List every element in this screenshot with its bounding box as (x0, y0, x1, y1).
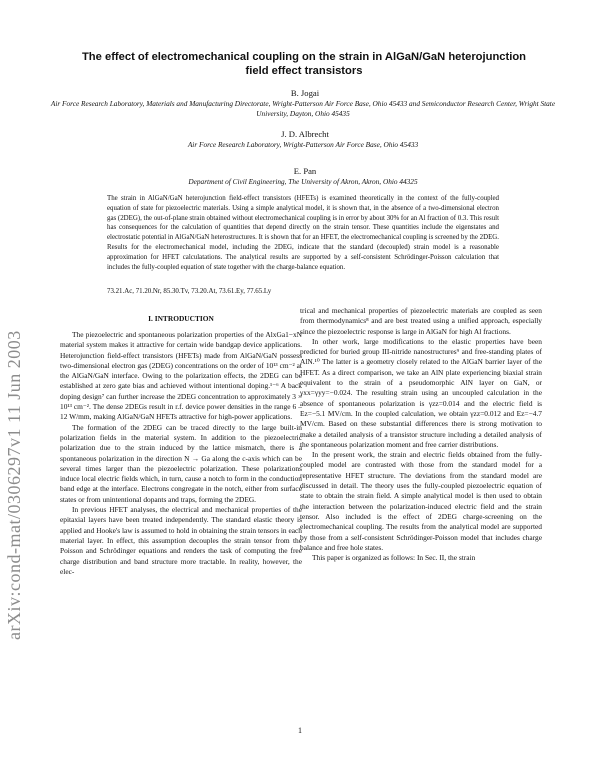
paragraph: This paper is organized as follows: In Sec. II, the strain (312, 553, 476, 563)
page-number: 1 (298, 726, 302, 735)
section-heading: I. INTRODUCTION (148, 314, 214, 323)
arxiv-identifier: arXiv:cond-mat/0306297v1 11 Jun 2003 (4, 330, 24, 640)
paragraph: In previous HFET analyses, the electrical and mechanical properties of the epitaxial layers have been treated independently. The standard elastic theory is applied and Hooke's law is assumed to hold in obtaining the strain tensors in each material layer. In effect, this assumption decouples the strain tensor from the Poisson and Schrödinger equations and renders the task of computing the free charge distribution and band structure more tractable. In reality, however, the elec- (60, 505, 302, 576)
author-name: E. Pan (293, 166, 317, 176)
paragraph: In other work, large modifications to the elastic properties have been predicted for buried group III-nitride nanostructures⁹ and free-standing plates of AlN.¹⁰ The latter is a geometry closely related to the AlGaN barrier layer of the HFET. As a direct comparison, we take an AlN plate experiencing biaxial strain equivalent to the strain of a pseudomorphic AlN layer on GaN, or γxx=γyy=−0.024. The resulting strain using an uncoupled calculation in the absence of spontaneous polarization is γzz=0.014 and the electric field is Ez=−5.1 MV/cm. In the coupled calculation, we obtain γzz=0.012 and Ez=−4.7 MV/cm. Based on these substantial differences there is strong motivation to make a detailed analysis of a transistor structure including a detailed analysis of the spontaneous polarization moment and free carrier distributions. (300, 336, 542, 449)
author-name: B. Jogai (290, 88, 320, 98)
author-affiliation: Air Force Research Laboratory, Wright-Patterson Air Force Base, Ohio 45433 (187, 140, 419, 149)
paragraph: The piezoelectric and spontaneous polarization properties of the AlxGa1−xN material system makes it attractive for certain wide bandgap device applications. Heterojunction field-effect transistors (HFETs) made from AlGaN/GaN possess two-dimensional electron gas (2DEG) concentrations on the order of 10¹³ cm⁻² at the AlGaN/GaN interface. Owing to the polarization effects, the 2DEG can be established at zero gate bias and achieved without intentional doping.¹⁻⁶ A back doping design⁷ can further increase the 2DEG concentration to approximately 3 × 10¹³ cm⁻². The dense 2DEGs result in r.f. device power densities in the range 6 – 12 W/mm, making AlGaN/GaN HFETs attractive for high-power applications. (60, 330, 302, 422)
paragraph: trical and mechanical properties of piezoelectric materials are coupled as seen from thermodynamics⁸ and are best treated using a unified approach, especially since the piezoelectric response is large in AlGaN for high Al fractions. (300, 306, 542, 336)
left-column (60, 330, 302, 577)
pacs-codes: 73.21.Ac, 71.20.Nr, 85.30.Tv, 73.20.At, 73.61.Ey, 77.65.Ly (107, 288, 272, 295)
paragraph: The formation of the 2DEG can be traced directly to the large built-in polarization fields in the material system. In addition to the piezoelectric polarization due to the strain induced by the lattice mismatch, there is a spontaneous polarization in the direction N → Ga along the c-axis which can be several times larger than the piezoelectric polarization. These polarizations induce local electric fields which, in turn, cause a notch to form in the conduction band edge at the interface. Electrons congregate in the notch, either from surface states or from unintentional dopants and traps, forming the 2DEG. (60, 422, 302, 504)
author-name: J. D. Albrecht (281, 129, 329, 139)
paper-title: The effect of electromechanical coupling on the strain in AlGaN/GaN heterojunction field effect transistors (81, 51, 527, 77)
author-affiliation: Department of Civil Engineering, The University of Akron, Akron, Ohio 44325 (188, 177, 418, 186)
paragraph: In the present work, the strain and electric fields obtained from the fully-coupled model are contrasted with those from the standard model for a representative HFET structure. The deviations from the standard model are discussed in detail. The theory uses the fully-coupled piezoelectric equation of state to obtain the strain field. A simple analytical model is then used to obtain the interaction between the polarization-induced electric field and the strain tensor. Also included is the effect of 2DEG charge-screening on the electromechanical coupling. The results from the analytical model are supported by those from a self-consistent Schrödinger-Poisson model that includes charge balance and free hole states. (300, 450, 542, 552)
right-column (300, 306, 542, 563)
author-affiliation: Air Force Research Laboratory, Materials and Manufacturing Directorate, Wright-Patterson Air Force Base, Ohio 45433 and Semiconductor Research Center, Wright State University, Dayton, Ohio 45435 (50, 99, 556, 118)
abstract: The strain in AlGaN/GaN heterojunction field-effect transistors (HFETs) is examined theoretically in the context of the fully-coupled equation of state for piezoelectric materials. Using a simple analytical model, it is shown that, in the absence of a two-dimensional electron gas (2DEG), the out-of-plane strain obtained without electromechanical coupling is in error by about 30% for an Al fraction of 0.3. This result has consequences for the calculation of quantities that depend directly on the strain tensor. These quantities include the eigenstates and electrostatic potential in AlGaN/GaN heterostructures. It is shown that for an HFET, the electromechanical coupling is screened by the 2DEG. Results for the electromechanical model, including the 2DEG, indicate that the standard (decoupled) strain model is a reasonable approximation for HFET calculatations. The analytical results are supported by a self-consistent Schrödinger-Poisson calculation that includes the fully-coupled equation of state together with the charge-balance equation. (107, 195, 499, 271)
